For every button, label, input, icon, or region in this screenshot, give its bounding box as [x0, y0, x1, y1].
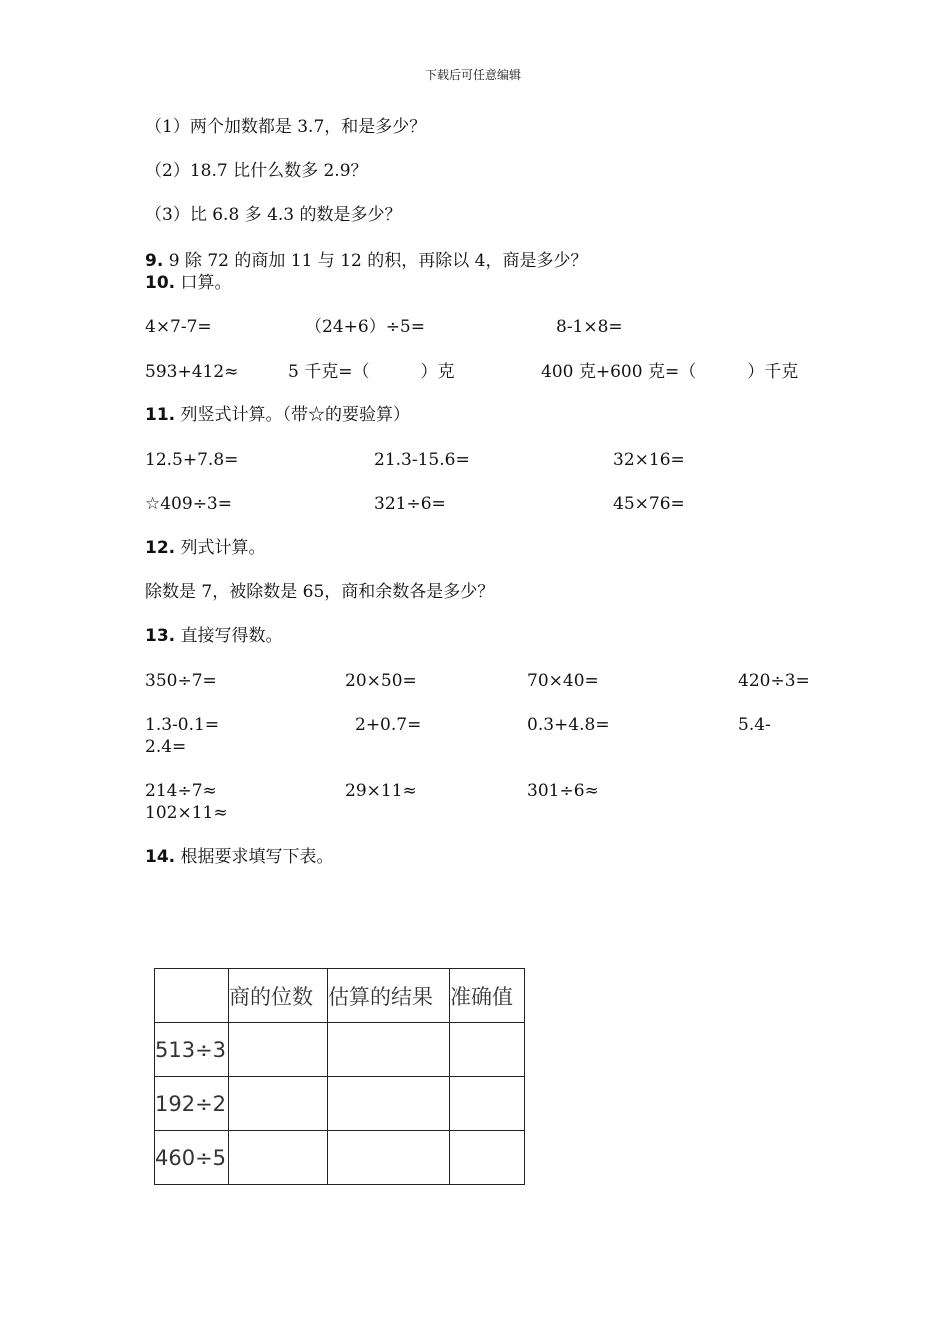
q13-item: 301÷6≈ [527, 781, 599, 801]
q10-item: 8-1×8= [556, 317, 623, 337]
question-11-title [145, 404, 410, 426]
table-cell [229, 1077, 328, 1131]
q13-item: 102×11≈ [145, 803, 228, 823]
question-number: 12. [145, 538, 176, 558]
q11-item: 21.3-15.6= [374, 450, 470, 470]
q8-part-1: （1）两个加数都是 3.7，和是多少？ [145, 117, 427, 137]
table-cell [450, 1131, 525, 1185]
question-text: 口算。 [175, 273, 232, 293]
q10-item: 593+412≈ [145, 362, 239, 382]
table-header-cell [155, 969, 229, 1023]
q12-text: 除数是 7，被除数是 65，商和余数各是多少？ [145, 582, 495, 602]
q13-item: 420÷3= [738, 671, 810, 691]
table-cell [229, 1131, 328, 1185]
q13-item: 1.3-0.1= [145, 715, 220, 735]
table-cell [328, 1131, 450, 1185]
table-header-cell: 商的位数 [229, 969, 328, 1023]
q10-item: 4×7-7= [145, 317, 212, 337]
question-9 [145, 250, 587, 272]
q13-item: 2.4= [145, 737, 187, 757]
q13-item: 20×50= [345, 671, 417, 691]
q13-item: 214÷7≈ [145, 781, 217, 801]
page-header: 下载后可任意编辑 [425, 68, 522, 82]
table-header-row [155, 969, 525, 1023]
q10-item: 5 千克=（ ）克 [288, 362, 455, 382]
q13-item: 5.4- [738, 715, 771, 735]
question-text: 9 除 72 的商加 11 与 12 的积，再除以 4，商是多少？ [163, 251, 588, 271]
q8-part-2: （2）18.7 比什么数多 2.9？ [145, 161, 368, 181]
q11-item: 321÷6= [374, 494, 446, 514]
table-cell [328, 1023, 450, 1077]
table-row [155, 1023, 525, 1077]
question-text: 列式计算。 [175, 538, 266, 558]
question-text: 根据要求填写下表。 [175, 847, 334, 867]
question-14-title [145, 846, 334, 868]
question-number: 11. [145, 405, 176, 425]
table-cell [229, 1023, 328, 1077]
table-cell [450, 1023, 525, 1077]
question-text: 列竖式计算。（带☆的要验算） [175, 405, 411, 425]
q10-item: （24+6）÷5= [305, 317, 425, 337]
question-12-title [145, 537, 266, 559]
table-row-label: 192÷2 [155, 1077, 229, 1131]
q11-item: 45×76= [613, 494, 685, 514]
q13-item: 0.3+4.8= [527, 715, 610, 735]
q11-item: ☆409÷3= [145, 494, 232, 514]
question-number: 13. [145, 626, 176, 646]
question-number: 14. [145, 847, 176, 867]
question-13-title [145, 625, 283, 647]
q13-item: 2+0.7= [355, 715, 422, 735]
q8-part-3: （3）比 6.8 多 4.3 的数是多少？ [145, 205, 402, 225]
table-row [155, 1131, 525, 1185]
question-10-title [145, 272, 232, 294]
table-row-label: 513÷3 [155, 1023, 229, 1077]
table-row-label: 460÷5 [155, 1131, 229, 1185]
question-number: 10. [145, 273, 176, 293]
table-header-cell: 准确值 [450, 969, 525, 1023]
estimate-table [154, 968, 525, 1185]
q13-item: 29×11≈ [345, 781, 417, 801]
table-row [155, 1077, 525, 1131]
q13-item: 350÷7= [145, 671, 217, 691]
q13-item: 70×40= [527, 671, 599, 691]
table-cell [328, 1077, 450, 1131]
question-number: 9. [145, 251, 164, 271]
q11-item: 12.5+7.8= [145, 450, 239, 470]
table-header-cell: 估算的结果 [328, 969, 450, 1023]
question-text: 直接写得数。 [175, 626, 283, 646]
q11-item: 32×16= [613, 450, 685, 470]
q10-item: 400 克+600 克=（ ）千克 [541, 362, 799, 382]
table-cell [450, 1077, 525, 1131]
